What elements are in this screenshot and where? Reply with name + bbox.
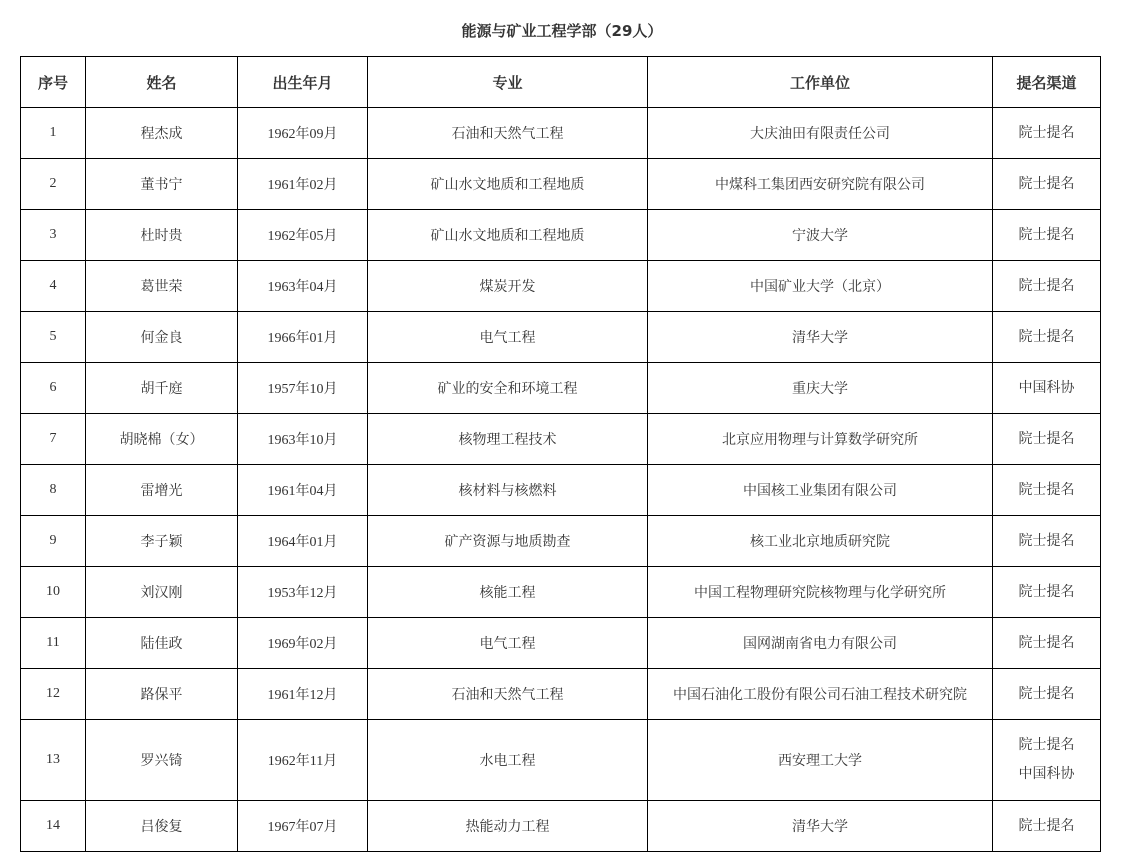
cell-index: 3 [21,210,86,261]
cell-birth: 1963年10月 [238,414,368,465]
cell-unit: 中国石油化工股份有限公司石油工程技术研究院 [648,669,993,720]
cell-birth: 1962年11月 [238,720,368,801]
cell-name: 胡晓棉（女） [86,414,238,465]
cell-name: 胡千庭 [86,363,238,414]
cell-channel [993,465,1101,516]
cell-unit: 中国核工业集团有限公司 [648,465,993,516]
cell-index: 11 [21,618,86,669]
cell-birth: 1962年05月 [238,210,368,261]
cell-index: 12 [21,669,86,720]
cell-channel [993,618,1101,669]
cell-name: 吕俊复 [86,801,238,852]
cell-channel [993,261,1101,312]
table-row [21,261,1101,312]
table-row [21,210,1101,261]
cell-index: 13 [21,720,86,801]
column-header-birth: 出生年月 [238,57,368,108]
cell-unit: 核工业北京地质研究院 [648,516,993,567]
cell-name: 葛世荣 [86,261,238,312]
cell-channel [993,801,1101,852]
cell-index: 14 [21,801,86,852]
cell-major: 水电工程 [368,720,648,801]
cell-name: 杜时贵 [86,210,238,261]
cell-channel [993,363,1101,414]
cell-birth: 1967年07月 [238,801,368,852]
channel-label: 院士提名 [1018,226,1075,243]
channel-label: 院士提名 [1018,175,1075,192]
column-header-major: 专业 [368,57,648,108]
channel-label: 院士提名 [1018,532,1075,549]
table-row [21,159,1101,210]
table-row [21,720,1101,801]
column-header-channel: 提名渠道 [993,57,1101,108]
cell-name: 董书宁 [86,159,238,210]
cell-index: 7 [21,414,86,465]
cell-birth: 1961年12月 [238,669,368,720]
cell-index: 9 [21,516,86,567]
column-header-name: 姓名 [86,57,238,108]
channel-label: 院士提名 [1018,634,1075,651]
table-row [21,465,1101,516]
cell-name: 刘汉刚 [86,567,238,618]
cell-major: 核物理工程技术 [368,414,648,465]
cell-unit: 大庆油田有限责任公司 [648,108,993,159]
cell-index: 8 [21,465,86,516]
cell-index: 10 [21,567,86,618]
cell-channel [993,669,1101,720]
table-row [21,516,1101,567]
channel-label: 院士提名 [1018,328,1075,345]
cell-channel [993,210,1101,261]
cell-name: 路保平 [86,669,238,720]
cell-channel [993,414,1101,465]
cell-name: 李子颖 [86,516,238,567]
column-header-index: 序号 [21,57,86,108]
cell-major: 矿业的安全和环境工程 [368,363,648,414]
channel-label: 院士提名 [1018,481,1075,498]
cell-unit: 宁波大学 [648,210,993,261]
table-row [21,108,1101,159]
cell-major: 核材料与核燃料 [368,465,648,516]
table-body [21,108,1101,852]
cell-unit: 北京应用物理与计算数学研究所 [648,414,993,465]
cell-major: 矿山水文地质和工程地质 [368,159,648,210]
cell-birth: 1957年10月 [238,363,368,414]
table-row [21,312,1101,363]
cell-name: 陆佳政 [86,618,238,669]
cell-unit: 中国工程物理研究院核物理与化学研究所 [648,567,993,618]
cell-major: 煤炭开发 [368,261,648,312]
cell-name: 程杰成 [86,108,238,159]
cell-major: 热能动力工程 [368,801,648,852]
cell-channel [993,720,1101,801]
cell-channel [993,567,1101,618]
cell-major: 矿山水文地质和工程地质 [368,210,648,261]
cell-major: 石油和天然气工程 [368,669,648,720]
column-header-unit: 工作单位 [648,57,993,108]
channel-label: 院士提名 [1018,737,1075,753]
channel-label: 中国科协 [1018,766,1075,782]
channel-label: 院士提名 [1018,124,1075,141]
cell-name: 雷增光 [86,465,238,516]
cell-major: 电气工程 [368,312,648,363]
table-row [21,567,1101,618]
cell-channel [993,312,1101,363]
table-row [21,801,1101,852]
cell-unit: 西安理工大学 [648,720,993,801]
table-row [21,618,1101,669]
table-row [21,363,1101,414]
channel-label: 院士提名 [1018,430,1075,447]
table-row [21,414,1101,465]
cell-major: 矿产资源与地质勘查 [368,516,648,567]
cell-channel [993,159,1101,210]
channel-label: 院士提名 [1018,685,1075,702]
cell-birth: 1962年09月 [238,108,368,159]
table-row [21,669,1101,720]
cell-index: 1 [21,108,86,159]
cell-unit: 清华大学 [648,312,993,363]
cell-channel [993,108,1101,159]
cell-index: 5 [21,312,86,363]
cell-birth: 1966年01月 [238,312,368,363]
cell-name: 何金良 [86,312,238,363]
cell-major: 电气工程 [368,618,648,669]
cell-birth: 1969年02月 [238,618,368,669]
cell-major: 核能工程 [368,567,648,618]
cell-birth: 1963年04月 [238,261,368,312]
cell-index: 6 [21,363,86,414]
cell-name: 罗兴锜 [86,720,238,801]
cell-index: 2 [21,159,86,210]
cell-unit: 重庆大学 [648,363,993,414]
cell-unit: 清华大学 [648,801,993,852]
channel-label: 院士提名 [1018,277,1075,294]
cell-unit: 中国矿业大学（北京） [648,261,993,312]
cell-channel [993,516,1101,567]
channel-label: 院士提名 [1018,817,1075,834]
cell-unit: 国网湖南省电力有限公司 [648,618,993,669]
cell-major: 石油和天然气工程 [368,108,648,159]
table-header-row [21,57,1101,108]
cell-birth: 1964年01月 [238,516,368,567]
cell-birth: 1953年12月 [238,567,368,618]
channel-label: 院士提名 [1018,583,1075,600]
candidates-table [20,56,1101,852]
cell-birth: 1961年04月 [238,465,368,516]
page-title: 能源与矿业工程学部（29人） [461,22,663,40]
cell-index: 4 [21,261,86,312]
cell-birth: 1961年02月 [238,159,368,210]
channel-label: 中国科协 [1018,379,1075,396]
cell-unit: 中煤科工集团西安研究院有限公司 [648,159,993,210]
